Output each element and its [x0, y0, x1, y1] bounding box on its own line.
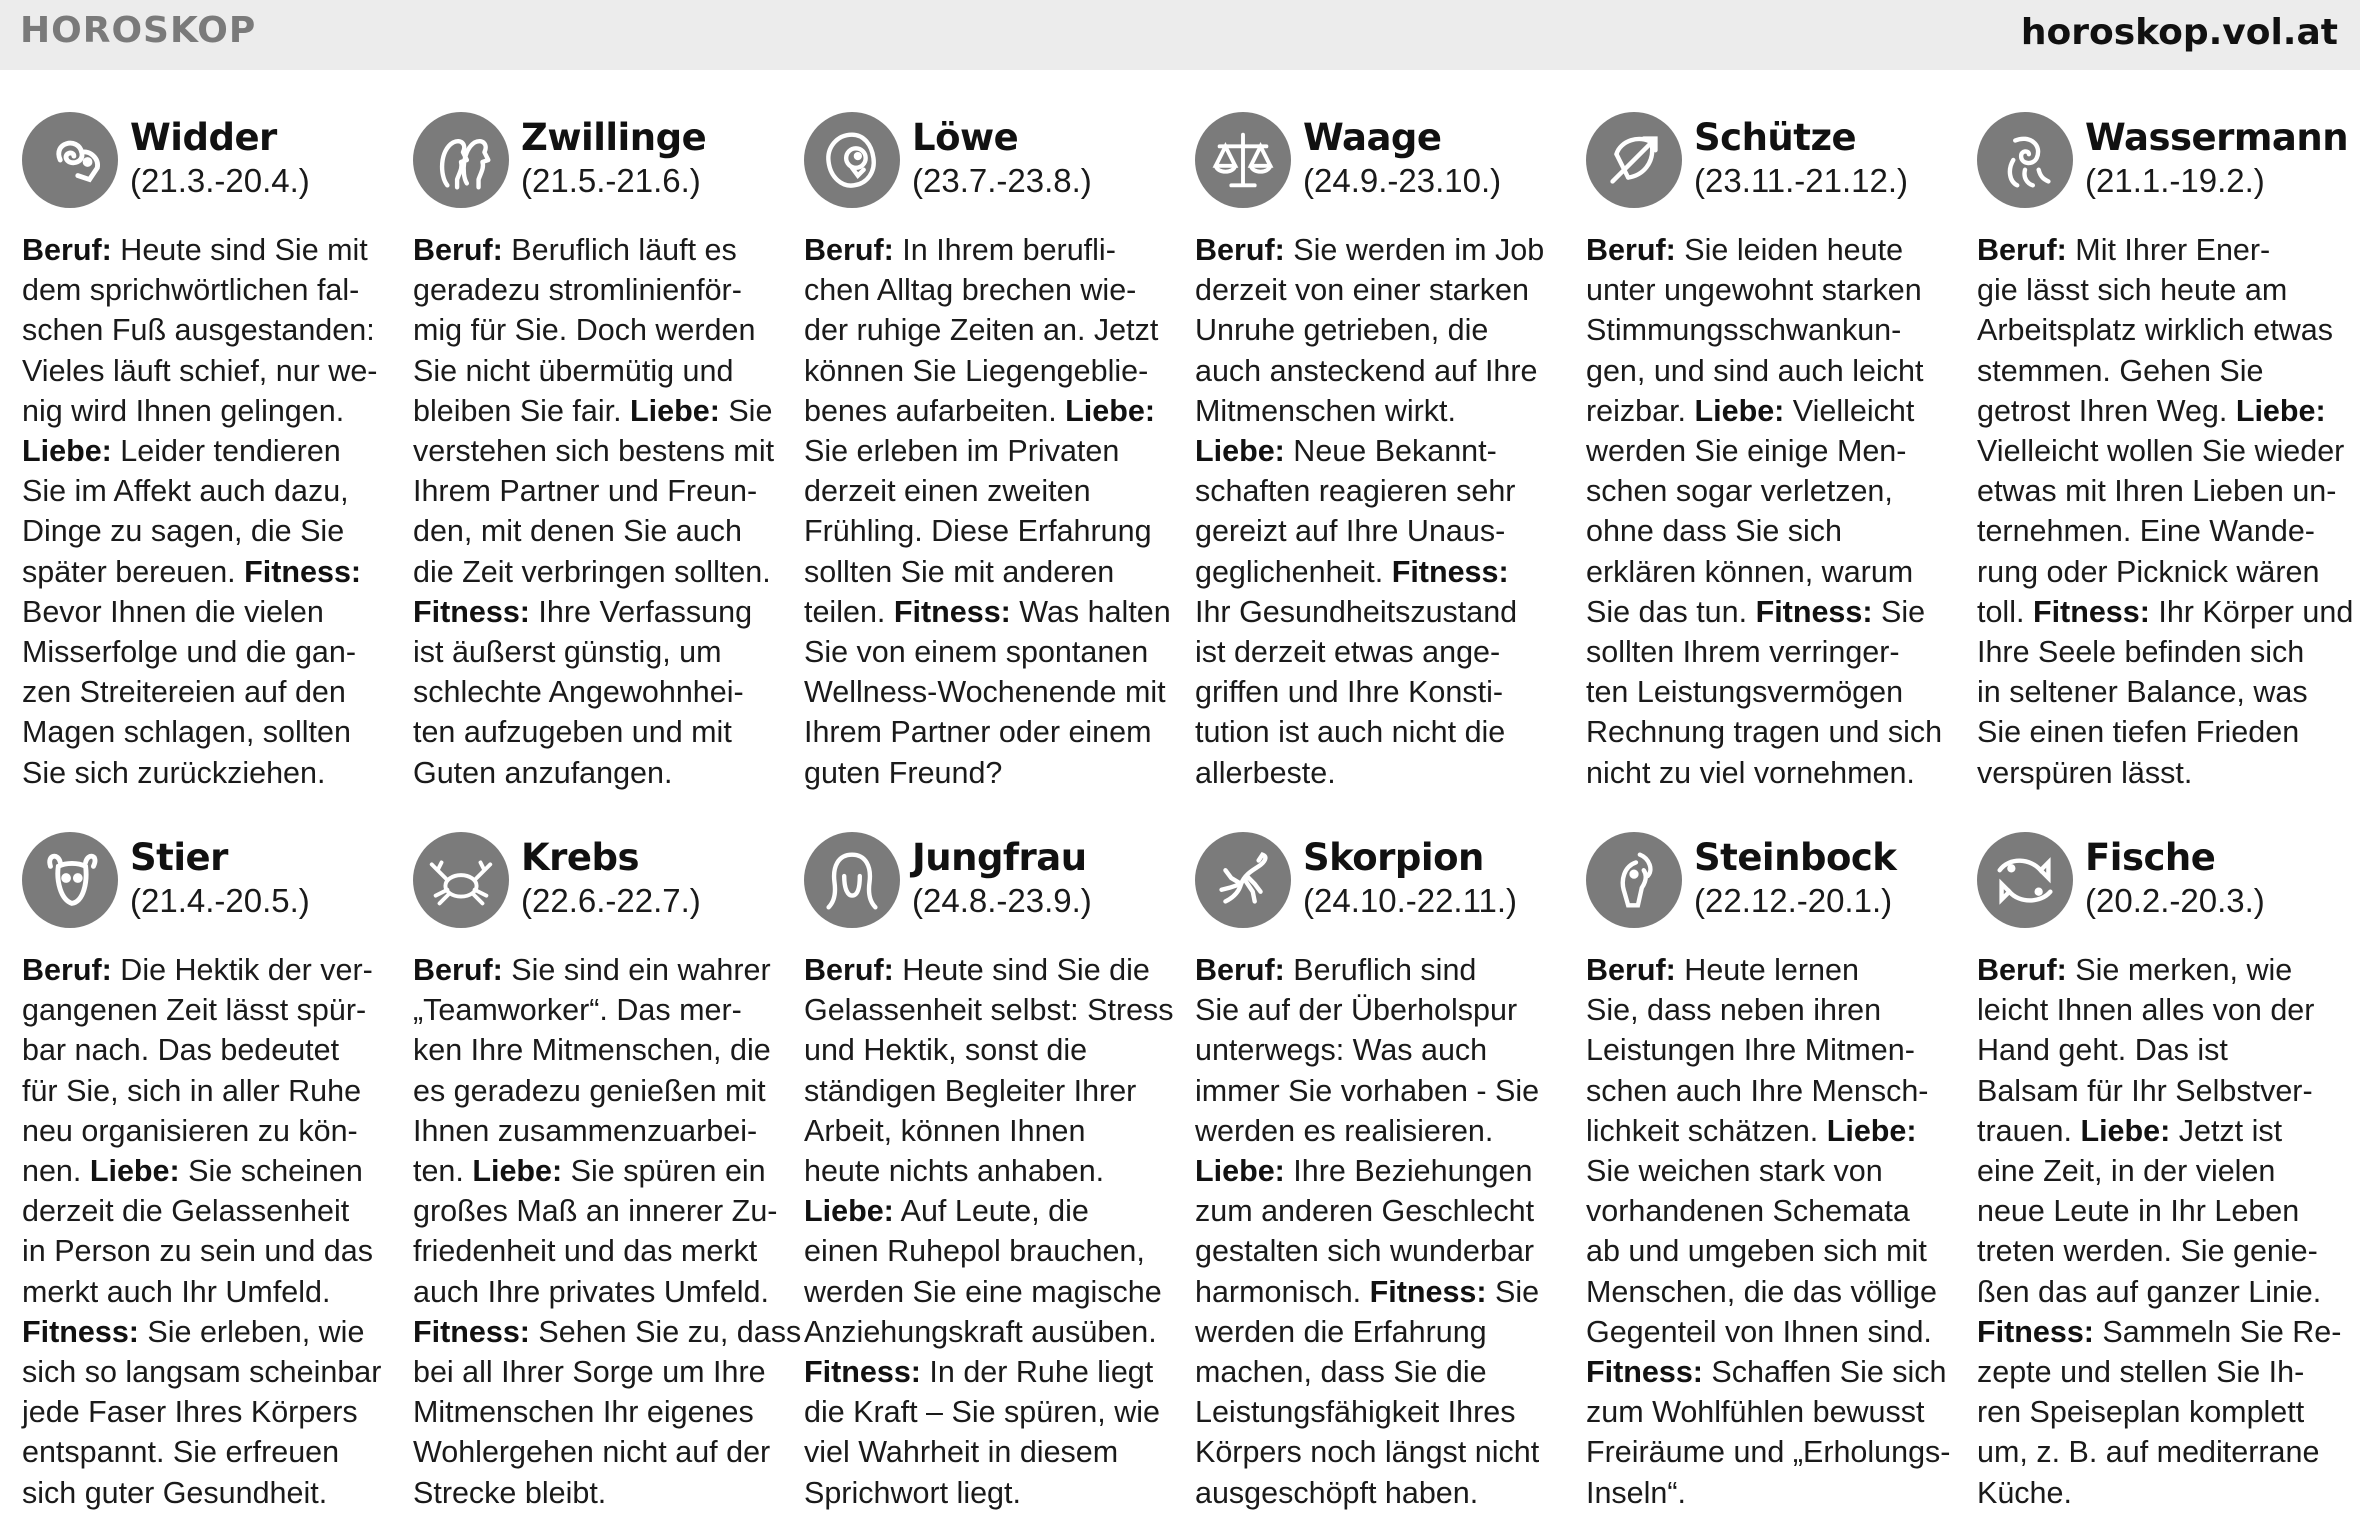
text-line: Ihnen zusammenzuarbei-: [413, 1113, 758, 1148]
sign-name: Widder: [130, 116, 277, 159]
text-line: immer Sie vorhaben - Sie: [1195, 1073, 1540, 1108]
horoscope-grid: [22, 108, 2352, 1508]
text-line: für Sie, sich in aller Ruhe: [22, 1073, 362, 1108]
text-line: Sie einen tiefen Frieden: [1977, 715, 2300, 750]
text-line: Mitmenschen Ihr eigenes: [413, 1395, 754, 1430]
text-line: nicht zu viel vornehmen.: [1586, 755, 1915, 790]
text-line: harmonisch. Fitness: Sie: [1195, 1274, 1540, 1309]
text-line: unter ungewohnt starken: [1586, 273, 1922, 308]
category-label: Fitness:: [1586, 1355, 1703, 1390]
sign-dates: (21.1.-19.2.): [2085, 162, 2265, 199]
text-line: werden es realisieren.: [1195, 1113, 1494, 1148]
text-line: dem sprichwörtlichen fal-: [22, 273, 360, 308]
text-line: Liebe: Auf Leute, die: [804, 1194, 1089, 1229]
category-label: Liebe:: [1195, 1154, 1285, 1189]
text-line: sich so langsam scheinbar: [22, 1355, 382, 1390]
sign-fische: [1977, 828, 2342, 1510]
sign-zwillinge: [413, 108, 775, 818]
text-line: guten Freund?: [804, 755, 1003, 790]
text-line: Leistungen Ihre Mitmen-: [1586, 1033, 1915, 1068]
text-line: schlechte Angewohnhei-: [413, 675, 744, 710]
text-line: Vielleicht wollen Sie wieder: [1977, 434, 2345, 469]
category-label: Liebe:: [2235, 393, 2326, 428]
category-label: Beruf:: [804, 953, 894, 987]
sign-forecast-text: [1586, 230, 1944, 793]
sign-header: [1195, 108, 1553, 208]
sign-name: Zwillinge: [521, 116, 707, 159]
sign-name: Stier: [130, 836, 228, 879]
sign-dates: (21.3.-20.4.): [130, 162, 310, 199]
text-line: bei all Ihrer Sorge um Ihre: [413, 1355, 766, 1390]
category-label: Liebe:: [2080, 1113, 2171, 1148]
text-line: Sie, dass neben ihren: [1586, 993, 1882, 1028]
sign-forecast-text: [413, 230, 775, 793]
text-line: unterwegs: Was auch: [1195, 1033, 1488, 1068]
text-line: zum Wohlfühlen bewusst: [1586, 1395, 1925, 1430]
text-line: auch Ihre privates Umfeld.: [413, 1274, 769, 1309]
text-line: ist äußerst günstig, um: [413, 635, 722, 670]
category-label: Liebe:: [1065, 393, 1155, 428]
text-line: schaften reagieren sehr: [1195, 474, 1516, 509]
category-label: Fitness:: [22, 1314, 139, 1349]
text-line: verspüren lässt.: [1977, 755, 2193, 790]
text-line: derzeit einen zweiten: [804, 474, 1091, 509]
category-label: Fitness:: [413, 594, 530, 629]
fish-icon: [1977, 832, 2073, 928]
text-line: jede Faser Ihres Körpers: [22, 1395, 358, 1430]
text-line: die Zeit verbringen sollten.: [413, 554, 771, 589]
sign-dates: (21.4.-20.5.): [130, 882, 310, 919]
sign-forecast-text: [1977, 950, 2342, 1513]
text-line: Liebe: Ihre Beziehungen: [1195, 1154, 1533, 1189]
text-line: werden Sie eine magische: [804, 1274, 1162, 1309]
site-url[interactable]: horoskop.vol.at: [2020, 12, 2338, 53]
text-line: Fitness: Schaffen Sie sich: [1586, 1355, 1947, 1390]
text-line: leicht Ihnen alles von der: [1977, 993, 2315, 1028]
sign-name: Wassermann: [2085, 116, 2349, 159]
text-line: treten werden. Sie genie-: [1977, 1234, 2318, 1269]
text-line: Körpers noch längst nicht: [1195, 1435, 1540, 1470]
sign-dates: (22.6.-22.7.): [521, 882, 701, 919]
sign-waage: [1195, 108, 1553, 818]
text-line: Arbeitsplatz wirklich etwas: [1977, 313, 2333, 348]
text-line: Sie weichen stark von: [1586, 1154, 1883, 1189]
text-line: Bevor Ihnen die vielen: [22, 594, 324, 629]
text-line: Sie von einem spontanen: [804, 635, 1149, 670]
text-line: Freiräume und „Erholungs-: [1586, 1435, 1951, 1470]
text-line: verstehen sich bestens mit: [413, 434, 775, 469]
scales-icon: [1195, 112, 1291, 208]
sign-forecast-text: [804, 950, 1174, 1513]
text-line: Beruf: Beruflich läuft es: [413, 233, 737, 267]
text-line: Sie nicht übermütig und: [413, 353, 734, 388]
text-line: Ihrem Partner und Freun-: [413, 474, 758, 509]
text-line: vorhandenen Schemata: [1586, 1194, 1910, 1229]
text-line: tution ist auch nicht die: [1195, 715, 1506, 750]
section-title: HOROSKOP: [20, 10, 257, 51]
text-line: werden Sie einige Men-: [1586, 434, 1907, 469]
text-line: Misserfolge und die gan-: [22, 635, 356, 670]
text-line: Vieles läuft schief, nur we-: [22, 353, 378, 388]
text-line: großes Maß an innerer Zu-: [413, 1194, 778, 1229]
ram-icon: [22, 112, 118, 208]
sign-stier: [22, 828, 380, 1508]
text-line: Magen schlagen, sollten: [22, 715, 351, 750]
text-line: machen, dass Sie die: [1195, 1355, 1487, 1390]
text-line: Liebe: Neue Bekannt-: [1195, 434, 1497, 469]
text-line: friedenheit und das merkt: [413, 1234, 758, 1269]
text-line: sollten Ihrem verringer-: [1586, 635, 1900, 670]
category-label: Fitness:: [1977, 1314, 2094, 1349]
sign-header: [1586, 108, 1944, 208]
text-line: trauen. Liebe: Jetzt ist: [1977, 1113, 2283, 1148]
text-line: heute nichts anhaben.: [804, 1154, 1105, 1189]
text-line: zum anderen Geschlecht: [1195, 1194, 1535, 1229]
text-line: nen. Liebe: Sie scheinen: [22, 1154, 363, 1189]
text-line: und Hektik, sonst die: [804, 1033, 1088, 1068]
text-line: toll. Fitness: Ihr Körper und: [1977, 594, 2354, 629]
sign-wassermann: [1977, 108, 2354, 818]
sign-dates: (22.12.-20.1.): [1694, 882, 1893, 919]
text-line: den, mit denen Sie auch: [413, 514, 742, 549]
sign-dates: (24.10.-22.11.): [1303, 882, 1518, 919]
category-label: Beruf:: [1195, 953, 1285, 987]
text-line: ren Speiseplan komplett: [1977, 1395, 2305, 1430]
text-line: Wohlergehen nicht auf der: [413, 1435, 771, 1470]
text-line: werden die Erfahrung: [1195, 1314, 1487, 1349]
text-line: in seltener Balance, was: [1977, 675, 2308, 710]
text-line: entspannt. Sie erfreuen: [22, 1435, 340, 1470]
category-label: Beruf:: [413, 953, 503, 987]
category-label: Beruf:: [1586, 953, 1676, 987]
text-line: in Person zu sein und das: [22, 1234, 373, 1269]
text-line: geglichenheit. Fitness:: [1195, 554, 1509, 589]
text-line: benes aufarbeiten. Liebe:: [804, 393, 1155, 428]
text-line: allerbeste.: [1195, 755, 1336, 790]
header-bar: [0, 0, 2360, 70]
text-line: Strecke bleibt.: [413, 1475, 607, 1510]
text-line: ist derzeit etwas ange-: [1195, 635, 1501, 670]
text-line: lichkeit schätzen. Liebe:: [1586, 1113, 1917, 1148]
text-line: gie lässt sich heute am: [1977, 273, 2288, 308]
category-label: Fitness:: [244, 554, 362, 589]
category-label: Liebe:: [804, 1194, 894, 1229]
text-line: derzeit von einer starken: [1195, 273, 1529, 308]
sign-dates: (24.9.-23.10.): [1303, 162, 1502, 199]
text-line: Fitness: Sie erleben, wie: [22, 1314, 365, 1349]
sign-dates: (23.7.-23.8.): [912, 162, 1092, 199]
sign-skorpion: [1195, 828, 1553, 1508]
text-line: bar nach. Das bedeutet: [22, 1033, 340, 1068]
text-line: Menschen, die das völlige: [1586, 1274, 1937, 1309]
text-line: auch ansteckend auf Ihre: [1195, 353, 1538, 388]
category-label: Beruf:: [1977, 233, 2067, 267]
text-line: Beruf: Sie leiden heute: [1586, 233, 1904, 267]
text-line: Beruf: Beruflich sind: [1195, 953, 1477, 987]
sign-schuetze: [1586, 108, 1944, 818]
text-line: Beruf: Sie merken, wie: [1977, 953, 2293, 987]
sign-dates: (21.5.-21.6.): [521, 162, 701, 199]
text-line: ßen das auf ganzer Linie.: [1977, 1274, 2322, 1309]
text-line: griffen und Ihre Konsti-: [1195, 675, 1504, 710]
text-line: neue Leute in Ihr Leben: [1977, 1194, 2300, 1229]
text-line: etwas mit Ihren Lieben un-: [1977, 474, 2337, 509]
text-line: Stimmungsschwankun-: [1586, 313, 1902, 348]
text-line: Gegenteil von Ihnen sind.: [1586, 1314, 1932, 1349]
sign-header: [413, 828, 771, 928]
text-line: Beruf: Mit Ihrer Ener-: [1977, 233, 2271, 267]
text-line: können Sie Liegengeblie-: [804, 353, 1149, 388]
text-line: teilen. Fitness: Was halten: [804, 594, 1171, 629]
text-line: ausgeschöpft haben.: [1195, 1475, 1479, 1510]
category-label: Liebe:: [1826, 1113, 1917, 1148]
text-line: Fitness: In der Ruhe liegt: [804, 1355, 1154, 1390]
category-label: Liebe:: [1195, 434, 1285, 469]
sign-krebs: [413, 828, 802, 1510]
sign-name: Steinbock: [1694, 836, 1897, 879]
sign-loewe: [804, 108, 1171, 818]
text-line: Ihrem Partner oder einem: [804, 715, 1152, 750]
text-line: stemmen. Gehen Sie: [1977, 353, 2264, 388]
text-line: ten Leistungsvermögen: [1586, 675, 1904, 710]
sign-header: [804, 108, 1162, 208]
text-line: Sie auf der Überholspur: [1195, 993, 1518, 1028]
sign-forecast-text: [1195, 950, 1553, 1513]
category-label: Fitness:: [1391, 554, 1509, 589]
text-line: Beruf: Heute sind Sie mit: [22, 233, 368, 267]
sign-forecast-text: [1977, 230, 2354, 793]
text-line: gestalten sich wunderbar: [1195, 1234, 1535, 1269]
sign-forecast-text: [22, 950, 380, 1513]
text-line: ternehmen. Eine Wande-: [1977, 514, 2315, 549]
sign-header: [1977, 828, 2335, 928]
category-label: Beruf:: [22, 953, 112, 987]
sign-name: Krebs: [521, 836, 640, 879]
sign-forecast-text: [22, 230, 380, 793]
text-line: Sie das tun. Fitness: Sie: [1586, 594, 1926, 629]
text-line: bleiben Sie fair. Liebe: Sie: [413, 393, 773, 428]
category-label: Liebe:: [22, 434, 112, 469]
text-line: Fitness: Sammeln Sie Re-: [1977, 1314, 2342, 1349]
category-label: Beruf:: [1195, 233, 1285, 267]
text-line: ten aufzugeben und mit: [413, 715, 732, 750]
text-line: der ruhige Zeiten an. Jetzt: [804, 313, 1159, 348]
text-line: Sie erleben im Privaten: [804, 434, 1120, 469]
sign-header: [1195, 828, 1553, 928]
text-line: sollten Sie mit anderen: [804, 554, 1115, 589]
category-label: Beruf:: [1977, 953, 2067, 987]
text-line: Fitness: Ihre Verfassung: [413, 594, 753, 629]
sign-forecast-text: [1586, 950, 1951, 1513]
text-line: Beruf: Sie werden im Job: [1195, 233, 1545, 267]
category-label: Fitness:: [893, 594, 1011, 629]
text-line: erklären können, warum: [1586, 554, 1914, 589]
text-line: getrost Ihren Weg. Liebe:: [1977, 393, 2326, 428]
crab-icon: [413, 832, 509, 928]
sign-dates: (20.2.-20.3.): [2085, 882, 2265, 919]
text-line: gereizt auf Ihre Unaus-: [1195, 514, 1506, 549]
text-line: ten. Liebe: Sie spüren ein: [413, 1154, 766, 1189]
text-line: Beruf: Die Hektik der ver-: [22, 953, 373, 987]
text-line: chen Alltag brechen wie-: [804, 273, 1137, 308]
text-line: Ihr Gesundheitszustand: [1195, 594, 1518, 629]
text-line: Küche.: [1977, 1475, 2072, 1510]
text-line: Beruf: In Ihrem berufli-: [804, 233, 1116, 267]
category-label: Fitness:: [804, 1355, 921, 1390]
sign-header: [804, 828, 1162, 928]
sign-header: [413, 108, 771, 208]
sign-name: Jungfrau: [912, 836, 1087, 879]
category-label: Fitness:: [2032, 594, 2150, 629]
text-line: viel Wahrheit in diesem: [804, 1435, 1119, 1470]
sign-header: [1586, 828, 1944, 928]
sign-header: [1977, 108, 2349, 208]
sign-header: [22, 108, 380, 208]
text-line: Arbeit, können Ihnen: [804, 1113, 1086, 1148]
category-label: Beruf:: [1586, 233, 1676, 267]
text-line: ab und umgeben sich mit: [1586, 1234, 1927, 1269]
text-line: ständigen Begleiter Ihrer: [804, 1073, 1137, 1108]
text-line: reizbar. Liebe: Vielleicht: [1586, 393, 1915, 428]
text-line: Rechnung tragen und sich: [1586, 715, 1943, 750]
text-line: mig für Sie. Doch werden: [413, 313, 756, 348]
sign-forecast-text: [1195, 230, 1553, 793]
text-line: Balsam für Ihr Selbstver-: [1977, 1073, 2313, 1108]
text-line: gen, und sind auch leicht: [1586, 353, 1924, 388]
text-line: Sie im Affekt auch dazu,: [22, 474, 349, 509]
sign-dates: (23.11.-21.12.): [1694, 162, 1909, 199]
text-line: die Kraft – Sie spüren, wie: [804, 1395, 1161, 1430]
text-line: schen Fuß ausgestanden:: [22, 313, 375, 348]
text-line: Anziehungskraft ausüben.: [804, 1314, 1157, 1349]
bow-arrow-icon: [1586, 112, 1682, 208]
text-line: Ihre Seele befinden sich: [1977, 635, 2305, 670]
text-line: eine Zeit, in der vielen: [1977, 1154, 2276, 1189]
sign-forecast-text: [413, 950, 802, 1513]
sign-steinbock: [1586, 828, 1951, 1510]
sign-name: Skorpion: [1303, 836, 1484, 879]
twins-faces-icon: [413, 112, 509, 208]
sign-header: [22, 828, 380, 928]
text-line: einen Ruhepol brauchen,: [804, 1234, 1145, 1269]
text-line: merkt auch Ihr Umfeld.: [22, 1274, 331, 1309]
text-line: Liebe: Leider tendieren: [22, 434, 341, 469]
text-line: Unruhe getrieben, die: [1195, 313, 1489, 348]
sign-name: Waage: [1303, 116, 1442, 159]
text-line: schen auch Ihre Mensch-: [1586, 1073, 1929, 1108]
category-label: Fitness:: [1755, 594, 1873, 629]
sign-name: Fische: [2085, 836, 2216, 879]
category-label: Fitness:: [413, 1314, 530, 1349]
category-label: Beruf:: [804, 233, 894, 267]
lion-icon: [804, 112, 900, 208]
text-line: Frühling. Diese Erfahrung: [804, 514, 1152, 549]
sign-dates: (24.8.-23.9.): [912, 882, 1092, 919]
sign-jungfrau: [804, 828, 1174, 1510]
text-line: gangenen Zeit lässt spür-: [22, 993, 367, 1028]
text-line: es geradezu genießen mit: [413, 1073, 766, 1108]
text-line: Sprichwort liegt.: [804, 1475, 1021, 1510]
scorpion-icon: [1195, 832, 1291, 928]
sign-name: Schütze: [1694, 116, 1857, 159]
category-label: Fitness:: [1369, 1274, 1487, 1309]
text-line: Sie sich zurückziehen.: [22, 755, 326, 790]
text-line: Beruf: Sie sind ein wahrer: [413, 953, 771, 987]
text-line: zen Streitereien auf den: [22, 675, 346, 710]
text-line: schen sogar verletzen,: [1586, 474, 1893, 509]
text-line: Beruf: Heute sind Sie die: [804, 953, 1150, 987]
text-line: sich guter Gesundheit.: [22, 1475, 328, 1510]
text-line: ohne dass Sie sich: [1586, 514, 1843, 549]
category-label: Liebe:: [630, 393, 720, 428]
text-line: um, z. B. auf mediterrane: [1977, 1435, 2320, 1470]
text-line: ken Ihre Mitmenschen, die: [413, 1033, 771, 1068]
category-label: Liebe:: [1694, 393, 1785, 428]
text-line: Beruf: Heute lernen: [1586, 953, 1859, 987]
virgin-icon: [804, 832, 900, 928]
text-line: Gelassenheit selbst: Stress: [804, 993, 1174, 1028]
sign-forecast-text: [804, 230, 1171, 793]
category-label: Liebe:: [89, 1154, 180, 1189]
text-line: Mitmenschen wirkt.: [1195, 393, 1457, 428]
text-line: Hand geht. Das ist: [1977, 1033, 2228, 1068]
text-line: derzeit die Gelassenheit: [22, 1194, 350, 1229]
text-line: später bereuen. Fitness:: [22, 554, 362, 589]
category-label: Beruf:: [413, 233, 503, 267]
text-line: nig wird Ihnen gelingen.: [22, 393, 345, 428]
text-line: zepte und stellen Sie Ih-: [1977, 1355, 2305, 1390]
goat-icon: [1586, 832, 1682, 928]
text-line: Guten anzufangen.: [413, 755, 673, 790]
category-label: Beruf:: [22, 233, 112, 267]
text-line: Inseln“.: [1586, 1475, 1687, 1510]
text-line: „Teamworker“. Das mer-: [413, 993, 742, 1028]
text-line: neu organisieren zu kön-: [22, 1113, 358, 1148]
text-line: Wellness-Wochenende mit: [804, 675, 1166, 710]
text-line: Leistungsfähigkeit Ihres: [1195, 1395, 1516, 1430]
category-label: Liebe:: [472, 1154, 563, 1189]
water-bearer-icon: [1977, 112, 2073, 208]
text-line: geradezu stromlinienför-: [413, 273, 742, 308]
text-line: rung oder Picknick wären: [1977, 554, 2320, 589]
text-line: Fitness: Sehen Sie zu, dass: [413, 1314, 802, 1349]
sign-name: Löwe: [912, 116, 1019, 159]
text-line: Dinge zu sagen, die Sie: [22, 514, 345, 549]
bull-icon: [22, 832, 118, 928]
sign-widder: [22, 108, 380, 818]
